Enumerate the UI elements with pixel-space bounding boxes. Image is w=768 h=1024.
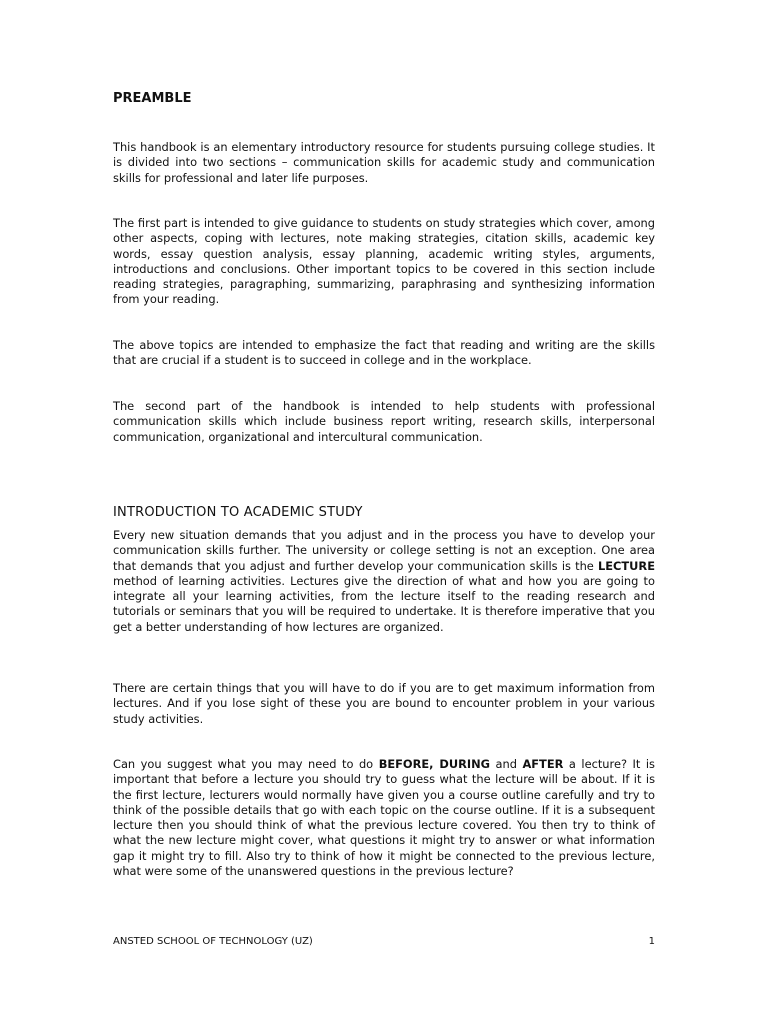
document-page bbox=[113, 0, 655, 1024]
preamble-paragraph-4: The second part of the handbook is intended to help students with professional communication skills which include business report writing, research skills, interpersonal communication, organizational and intercultural communication. bbox=[113, 399, 655, 444]
preamble-paragraph-2: The first part is intended to give guidance to students on study strategies which cover, among other aspects, coping with lectures, note making strategies, citation skills, academic key words, essay question analysis, essay planning, academic writing styles, arguments, introductions and conclusions. Other important topics to be covered in this section include reading strategies, paragraphing, summarizing, paraphrasing and synthesizing information from your reading. bbox=[113, 216, 655, 307]
preamble-heading: PREAMBLE bbox=[113, 91, 192, 106]
intro-p3-bold-after: AFTER bbox=[522, 757, 564, 771]
intro-p3-text-a: Can you suggest what you may need to do bbox=[113, 757, 379, 771]
intro-paragraph-2: There are certain things that you will have to do if you are to get maximum information from lectures. And if you lose sight of these you are bound to encounter problem in your various study activities. bbox=[113, 681, 655, 726]
footer-page-number: 1 bbox=[648, 936, 655, 947]
intro-p1-text-b: method of learning activities. Lectures give the direction of what and how you are going to integrate all your learning activities, from the lecture itself to the reading research and tutorials or seminars that you will be required to undertake. It is therefore imperative that you get a better understanding of how lectures are organized. bbox=[113, 573, 655, 634]
intro-p1-bold-lecture: LECTURE bbox=[598, 558, 655, 573]
intro-p3-text-b: and bbox=[489, 757, 523, 771]
intro-p1-text-a: Every new situation demands that you adjust and in the process you have to develop your communication skills further. The university or college setting is not an exception. One area that demands that you adjust and further develop your communication skills is the bbox=[113, 528, 655, 573]
intro-paragraph-3 bbox=[113, 757, 655, 879]
intro-paragraph-1 bbox=[113, 528, 655, 635]
intro-p3-text-c: a lecture? It is important that before a lecture you should try to guess what the lecture will be about. If it is the first lecture, lecturers would normally have given you a course outline carefully and try to think of the possible details that go with each topic on the course outline. If it is a subsequent lecture then you should think of what the previous lecture covered. You then try to think of what the new lecture might cover, what questions it might try to answer or what information gap it might try to fill. Also try to think of how it might be connected to the previous lecture, what were some of the unanswered questions in the previous lecture? bbox=[113, 757, 655, 879]
preamble-paragraph-1: This handbook is an elementary introductory resource for students pursuing college studies. It is divided into two sections – communication skills for academic study and communication skills for professional and later life purposes. bbox=[113, 140, 655, 185]
preamble-paragraph-3: The above topics are intended to emphasize the fact that reading and writing are the skills that are crucial if a student is to succeed in college and in the workplace. bbox=[113, 338, 655, 368]
footer-school-name: ANSTED SCHOOL OF TECHNOLOGY (UZ) bbox=[113, 936, 313, 947]
intro-p3-bold-before-during: BEFORE, DURING bbox=[378, 757, 490, 771]
intro-heading: INTRODUCTION TO ACADEMIC STUDY bbox=[113, 505, 363, 520]
